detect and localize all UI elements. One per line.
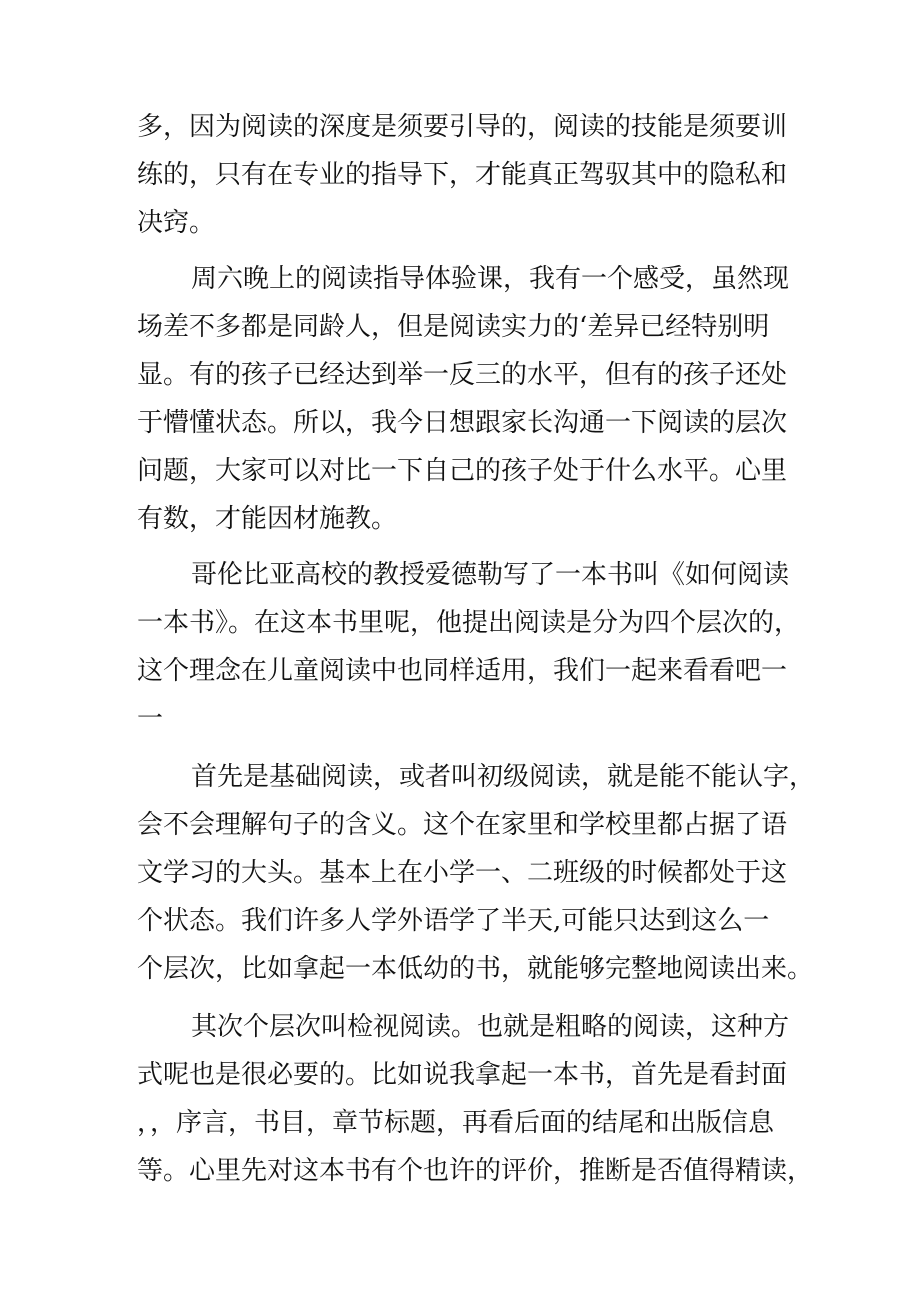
text-line: 文学习的大头。基本上在小学一、二班级的时候都处于这	[137, 858, 788, 888]
text-line: 于懵懂状态。所以，我今日想跟家长沟通一下阅读的层次	[137, 408, 788, 438]
text-line: 场差不多都是同龄人，但是阅读实力的‘差异已经特别明	[137, 312, 770, 342]
text-line: 首先是基础阅读，或者叫初级阅读，就是能不能认字，	[191, 762, 816, 792]
text-line: 练的，只有在专业的指导下，才能真正驾驭其中的隐私和	[137, 160, 788, 190]
text-line: 多，因为阅读的深度是须要引导的，阅读的技能是须要训	[137, 112, 788, 142]
text-line: 式呢也是很必要的。比如说我拿起一本书，首先是看封面	[137, 1060, 788, 1090]
text-line: 一	[137, 704, 164, 734]
text-line: 哥伦比亚高校的教授爱德勒写了一本书叫《如何阅读	[191, 560, 790, 590]
text-line: 个层次，比如拿起一本低幼的书，就能够完整地阅读出来。	[137, 954, 814, 984]
text-line: 显。有的孩子已经达到举一反三的水平，但有的孩子还处	[137, 360, 788, 390]
text-line: 会不会理解句子的含义。这个在家里和学校里都占据了语	[137, 810, 788, 840]
text-line: 一本书》。在这本书里呢，他提出阅读是分为四个层次的，	[137, 608, 801, 638]
text-line: ，，序言，书目，章节标题，再看后面的结尾和出版信息	[137, 1108, 775, 1138]
text-line: 决窍。	[137, 208, 216, 238]
text-line: 问题，大家可以对比一下自己的孩子处于什么水平。心里	[137, 456, 788, 486]
text-line: 等。心里先对这本书有个也许的评价，推断是否值得精读，	[137, 1156, 814, 1186]
text-line: 这个理念在儿童阅读中也同样适用，我们一起来看看吧一	[137, 656, 788, 686]
text-line: 其次个层次叫检视阅读。也就是粗略的阅读，这种方	[191, 1012, 790, 1042]
text-line: 周六晚上的阅读指导体验课，我有一个感受，虽然现	[191, 264, 790, 294]
text-line: 有数，才能因材施教。	[137, 504, 398, 534]
text-line: 个状态。我们许多人学外语学了半天,可能只达到这么一	[137, 906, 770, 936]
